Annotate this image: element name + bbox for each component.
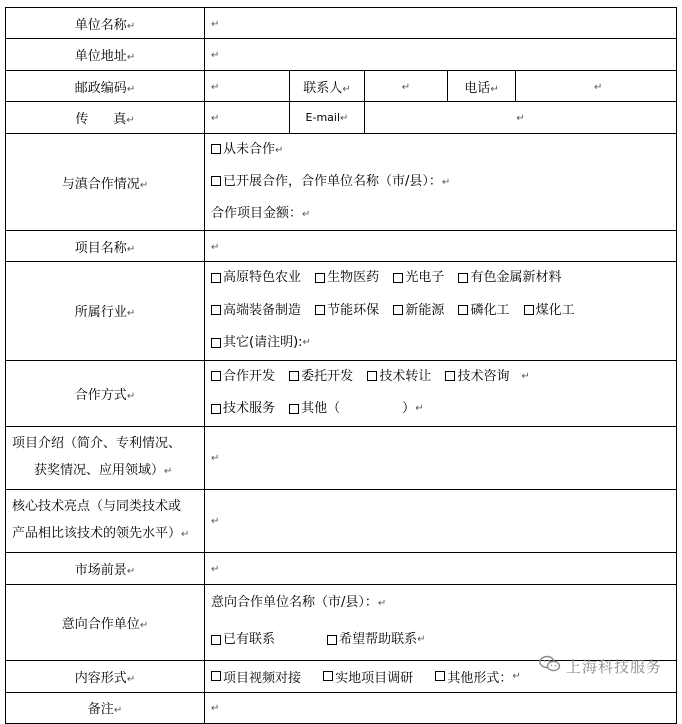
label-core-tech: 核心技术亮点（与同类技术或 产品相比该技术的领先水平）↵: [6, 489, 205, 552]
label-remarks: 备注↵: [6, 692, 205, 723]
option-nonferrous-materials[interactable]: 有色金属新材料: [458, 262, 561, 293]
row-unit-name: [6, 8, 677, 39]
option-other-mode[interactable]: 其他（ ） ↵: [289, 393, 423, 424]
label-project-name: 项目名称↵: [6, 231, 205, 262]
option-other-industry[interactable]: 其它(请注明): ↵: [211, 327, 311, 358]
row-cooperation-mode: [6, 360, 677, 426]
checkbox[interactable]: [211, 305, 221, 315]
checkbox-never-cooperated[interactable]: [211, 144, 221, 154]
option-technology-consulting[interactable]: 技术咨询 ↵: [445, 361, 529, 392]
label-phone: 电话↵: [448, 71, 516, 102]
checkbox[interactable]: [327, 635, 337, 645]
watermark: [539, 655, 662, 677]
row-postal-contact-phone: [6, 71, 677, 102]
option-new-energy[interactable]: 新能源: [393, 295, 444, 326]
label-content-format: 内容形式↵: [6, 660, 205, 692]
cooperation-mode-options: [205, 360, 677, 426]
intended-partner-content: [205, 584, 677, 660]
checkbox[interactable]: [524, 305, 534, 315]
row-cooperation-status: [6, 134, 677, 231]
input-unit-address[interactable]: ↵: [205, 39, 677, 71]
label-cooperation-status: 与滇合作情况↵: [6, 134, 205, 231]
input-project-name[interactable]: ↵: [205, 231, 677, 262]
checkbox[interactable]: [445, 371, 455, 381]
label-intended-partner: 意向合作单位↵: [6, 584, 205, 660]
option-technology-service[interactable]: 技术服务: [211, 393, 275, 424]
checkbox[interactable]: [435, 671, 445, 681]
option-optoelectronics[interactable]: 光电子: [393, 262, 444, 293]
label-contact-person: 联系人↵: [290, 71, 365, 102]
option-biomedicine[interactable]: 生物医药: [315, 262, 379, 293]
option-energy-saving[interactable]: 节能环保: [315, 295, 379, 326]
option-field-research[interactable]: 实地项目调研: [323, 667, 413, 686]
label-unit-address: 单位地址↵: [6, 39, 205, 71]
row-project-intro: [6, 426, 677, 489]
checkbox[interactable]: [315, 273, 325, 283]
checkbox[interactable]: [323, 671, 333, 681]
label-postal-code: 邮政编码↵: [6, 71, 205, 102]
checkbox[interactable]: [211, 671, 221, 681]
checkbox-has-cooperated[interactable]: [211, 176, 221, 186]
option-has-cooperated[interactable]: 已开展合作，合作单位名称（市/县）：↵: [211, 166, 670, 198]
field-cooperation-amount[interactable]: 合作项目金额：↵: [211, 206, 311, 221]
checkbox[interactable]: [315, 305, 325, 315]
watermark-text: 上海科技服务: [565, 657, 662, 676]
checkbox[interactable]: [367, 371, 377, 381]
input-postal-code[interactable]: ↵: [205, 71, 290, 102]
input-phone[interactable]: ↵: [516, 71, 677, 102]
label-project-intro: 项目介绍（简介、专利情况、 获奖情况、应用领域）↵: [6, 426, 205, 489]
checkbox[interactable]: [393, 273, 403, 283]
option-joint-development[interactable]: 合作开发: [211, 361, 275, 392]
row-project-name: [6, 231, 677, 262]
input-remarks[interactable]: ↵: [205, 692, 677, 723]
row-market: [6, 552, 677, 584]
option-video-matching[interactable]: 项目视频对接: [211, 667, 301, 686]
label-fax: 传 真↵: [6, 102, 205, 134]
input-email[interactable]: ↵: [365, 102, 677, 134]
checkbox[interactable]: [211, 338, 221, 348]
input-contact-person[interactable]: ↵: [365, 71, 448, 102]
checkbox[interactable]: [458, 305, 468, 315]
wechat-icon: [539, 655, 561, 677]
input-project-intro[interactable]: ↵: [205, 426, 677, 489]
option-commissioned-development[interactable]: 委托开发: [289, 361, 353, 392]
industry-options: [205, 262, 677, 361]
checkbox[interactable]: [211, 371, 221, 381]
field-intended-partner-name[interactable]: 意向合作单位名称（市/县）：↵: [211, 594, 387, 610]
input-market[interactable]: ↵: [205, 552, 677, 584]
label-industry: 所属行业↵: [6, 262, 205, 361]
cooperation-form-table: [5, 7, 677, 724]
label-cooperation-mode: 合作方式↵: [6, 360, 205, 426]
row-remarks: [6, 692, 677, 723]
option-already-contacted[interactable]: 已有联系: [211, 622, 275, 658]
checkbox[interactable]: [393, 305, 403, 315]
input-unit-name[interactable]: ↵: [205, 8, 677, 39]
row-unit-address: [6, 39, 677, 71]
option-never-cooperated[interactable]: 从未合作↵: [211, 134, 670, 166]
option-phosphorus-chemical[interactable]: 磷化工: [458, 295, 509, 326]
option-want-help[interactable]: 希望帮助联系 ↵: [327, 622, 425, 658]
option-high-end-equipment[interactable]: 高端装备制造: [211, 295, 301, 326]
checkbox[interactable]: [211, 635, 221, 645]
checkbox[interactable]: [211, 273, 221, 283]
label-market: 市场前景↵: [6, 552, 205, 584]
input-core-tech[interactable]: ↵: [205, 489, 677, 552]
checkbox[interactable]: [458, 273, 468, 283]
label-unit-name: 单位名称↵: [6, 8, 205, 39]
input-fax[interactable]: ↵: [205, 102, 290, 134]
row-fax-email: [6, 102, 677, 134]
label-email: E-mail↵: [290, 102, 365, 134]
option-other-format[interactable]: 其他形式： ↵: [435, 667, 520, 686]
row-intended-partner: [6, 584, 677, 660]
option-coal-chemical[interactable]: 煤化工: [524, 295, 575, 326]
checkbox[interactable]: [289, 404, 299, 414]
option-technology-transfer[interactable]: 技术转让: [367, 361, 431, 392]
row-core-tech: [6, 489, 677, 552]
cooperation-status-content: [205, 134, 677, 231]
option-plateau-agriculture[interactable]: 高原特色农业: [211, 262, 301, 293]
row-industry: [6, 262, 677, 361]
checkbox[interactable]: [211, 404, 221, 414]
checkbox[interactable]: [289, 371, 299, 381]
